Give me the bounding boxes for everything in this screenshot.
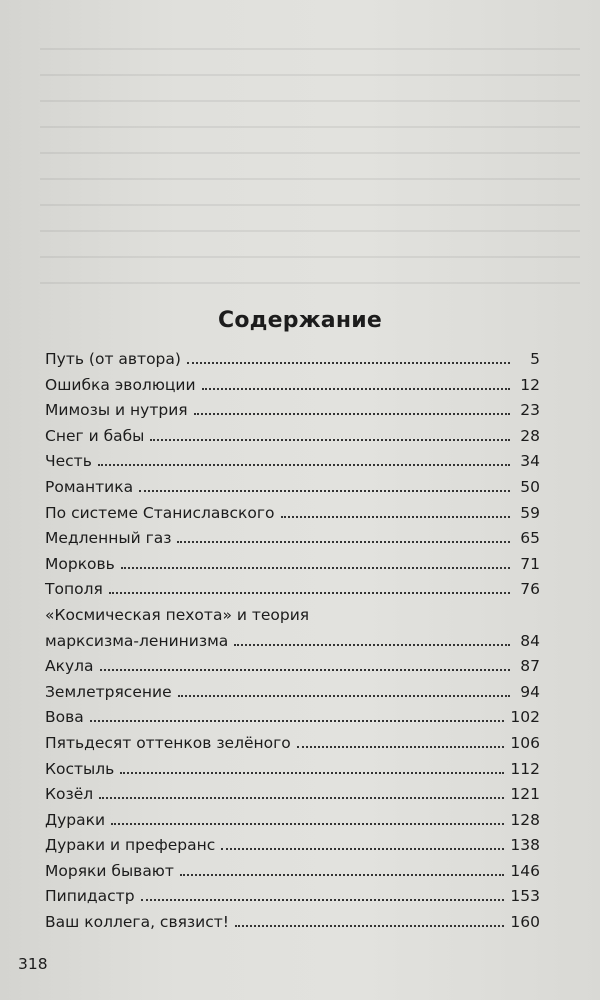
toc-entry: [45, 427, 540, 453]
page-number: 318: [18, 955, 48, 973]
toc-entry-title: Медленный газ: [45, 529, 172, 548]
toc-entry-title: Моряки бывают: [45, 861, 174, 880]
toc-entry-page: 50: [520, 477, 540, 496]
table-of-contents: [45, 350, 540, 939]
toc-leader: [120, 772, 504, 774]
toc-entry: [45, 478, 540, 504]
toc-entry-title: Мимозы и нутрия: [45, 401, 188, 420]
toc-leader: [109, 592, 510, 594]
toc-entry-title: Дураки: [45, 810, 106, 829]
toc-entry: [45, 350, 540, 376]
toc-entry-page: 112: [510, 759, 540, 778]
toc-entry: [45, 887, 540, 913]
toc-entry-title: Романтика: [45, 477, 134, 496]
toc-entry-title: Вова: [45, 708, 84, 727]
toc-entry: [45, 811, 540, 837]
toc-leader: [139, 490, 510, 492]
toc-entry: [45, 913, 540, 939]
toc-entry: [45, 683, 540, 709]
toc-entry: [45, 734, 540, 760]
toc-entry-page: 12: [520, 375, 540, 394]
toc-leader: [281, 516, 510, 518]
toc-entry-page: 94: [520, 682, 540, 701]
toc-leader: [90, 720, 505, 722]
toc-entry-page: 128: [510, 810, 540, 829]
toc-leader: [194, 413, 510, 415]
toc-entry-title: Козёл: [45, 785, 94, 804]
toc-entry-title: Землетрясение: [45, 682, 172, 701]
toc-entry: [45, 785, 540, 811]
toc-leader: [150, 439, 510, 441]
toc-entry: [45, 862, 540, 888]
toc-leader: [234, 644, 510, 646]
toc-leader: [141, 899, 505, 901]
toc-entry: [45, 708, 540, 734]
page-title: Содержание: [218, 308, 382, 333]
toc-entry-page: 87: [520, 657, 540, 676]
toc-entry-page: 28: [520, 426, 540, 445]
toc-entry: [45, 580, 540, 606]
toc-entry-page: 23: [520, 401, 540, 420]
toc-leader: [98, 464, 510, 466]
toc-entry-page: 34: [520, 452, 540, 471]
toc-entry-page: 76: [520, 580, 540, 599]
toc-entry: [45, 836, 540, 862]
toc-leader: [221, 848, 504, 850]
toc-entry-title: Тополя: [45, 580, 103, 599]
toc-entry-title: Акула: [45, 657, 94, 676]
toc-leader: [111, 823, 504, 825]
toc-entry-title-line1: «Космическая пехота» и теория: [45, 605, 310, 624]
toc-entry-title: Снег и бабы: [45, 426, 145, 445]
toc-entry-page: 146: [510, 861, 540, 880]
toc-leader: [180, 874, 505, 876]
toc-entry-title: марксизма-ленинизма: [45, 631, 229, 650]
toc-leader: [297, 746, 505, 748]
toc-leader: [99, 797, 504, 799]
toc-entry-page: 138: [510, 836, 540, 855]
toc-leader: [177, 541, 510, 543]
toc-entry-title: Путь (от автора): [45, 350, 181, 368]
toc-entry-title: Ваш коллега, связист!: [45, 913, 229, 932]
toc-entry: [45, 376, 540, 402]
toc-entry-page: 160: [510, 913, 540, 932]
show-through-text: [40, 30, 580, 300]
toc-entry-title: Ошибка эволюции: [45, 375, 196, 394]
toc-leader: [100, 669, 510, 671]
toc-entry: [45, 657, 540, 683]
toc-entry-first-line: [45, 606, 540, 632]
toc-entry-page: 71: [520, 554, 540, 573]
toc-entry-title: Дураки и преферанс: [45, 836, 216, 855]
toc-leader: [202, 388, 510, 390]
toc-leader: [187, 362, 510, 364]
toc-entry: [45, 452, 540, 478]
toc-entry-page: 5: [530, 350, 540, 368]
toc-entry: [45, 401, 540, 427]
toc-entry-page: 65: [520, 529, 540, 548]
toc-entry: [45, 632, 540, 658]
toc-entry: [45, 760, 540, 786]
toc-entry-title: Костыль: [45, 759, 115, 778]
toc-leader: [235, 925, 504, 927]
toc-entry-title: Честь: [45, 452, 92, 471]
toc-entry: [45, 529, 540, 555]
toc-leader: [121, 567, 510, 569]
toc-entry-page: 102: [510, 708, 540, 727]
toc-entry: [45, 555, 540, 581]
toc-entry-page: 153: [510, 887, 540, 906]
toc-entry-title: Пипидастр: [45, 887, 135, 906]
toc-entry-title: Пятьдесят оттенков зелёного: [45, 733, 291, 752]
toc-entry-title: По системе Станиславского: [45, 503, 275, 522]
toc-leader: [178, 695, 510, 697]
toc-entry: [45, 504, 540, 530]
toc-entry-page: 59: [520, 503, 540, 522]
toc-entry-page: 106: [510, 733, 540, 752]
toc-entry-title: Морковь: [45, 554, 115, 573]
toc-entry-page: 84: [520, 631, 540, 650]
toc-entry-page: 121: [510, 785, 540, 804]
